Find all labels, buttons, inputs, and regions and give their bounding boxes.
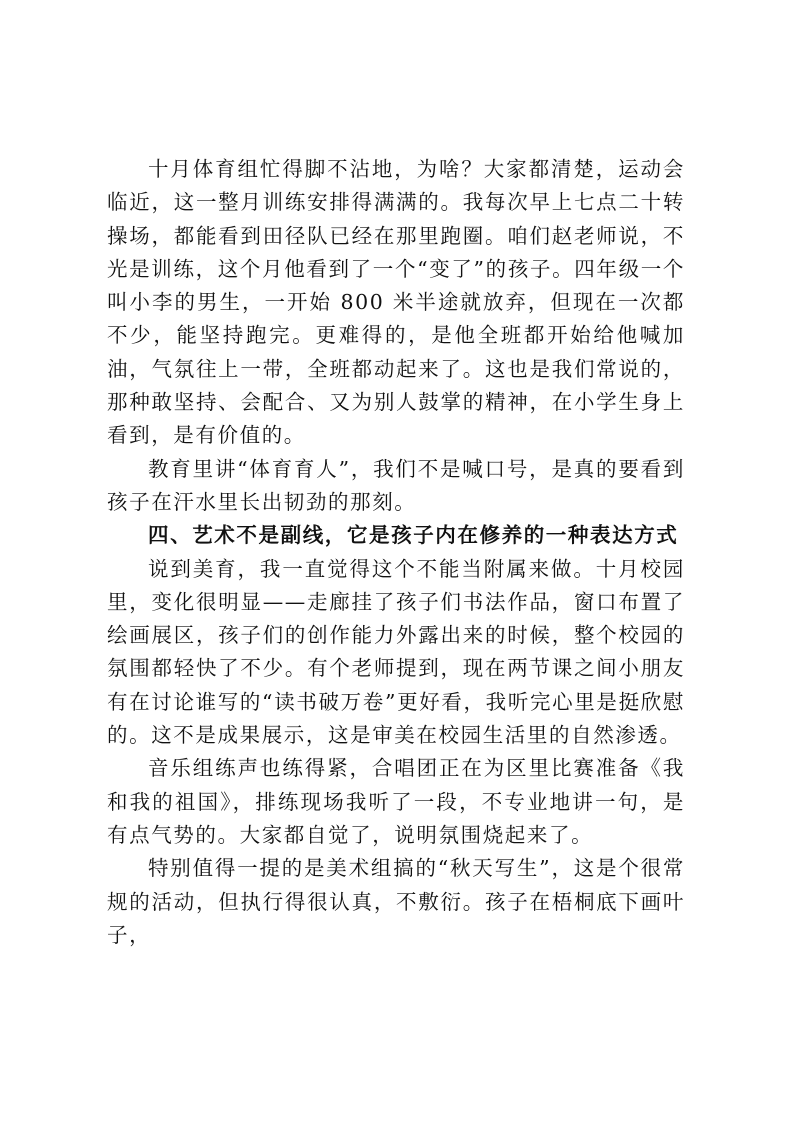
document-body [107,153,685,952]
paragraph-sports-education: 教育里讲“体育育人”，我们不是喊口号，是真的要看到孩子在汗水里长出韧劲的那刻。 [107,456,685,514]
paragraph-aesthetic-education: 说到美育，我一直觉得这个不能当附属来做。十月校园里，变化很明显——走廊挂了孩子们书法作品，窗口布置了绘画展区，孩子们的创作能力外露出来的时候，整个校园的氛围都轻快了不少。有个老师提到，现在两节课之间小朋友有在讨论谁写的“读书破万卷”更好看，我听完心里是挺欣慰的。这不是成果展示，这是审美在校园生活里的自然渗透。 [107,556,685,748]
paragraph-music-group: 音乐组练声也练得紧，合唱团正在为区里比赛准备《我和我的祖国》，排练现场我听了一段，不专业地讲一句，是有点气势的。大家都自觉了，说明氛围烧起来了。 [107,756,685,847]
paragraph-sports-month: 十月体育组忙得脚不沾地，为啥？大家都清楚，运动会临近，这一整月训练安排得满满的。我每次早上七点二十转操场，都能看到田径队已经在那里跑圈。咱们赵老师说，不光是训练，这个月他看到了一个“变了”的孩子。四年级一个叫小李的男生，一开始 800 米半途就放弃，但现在一次都不少，能坚持跑完。更难得的，是他全班都开始给他喊加油，气氛往上一带，全班都动起来了。这也是我们常说的，那种敢坚持、会配合、又为别人鼓掌的精神，在小学生身上看到，是有价值的。 [107,157,685,448]
section-heading-art: 四、艺术不是副线，它是孩子内在修养的一种表达方式 [148,523,679,548]
paragraph-art-sketching: 特别值得一提的是美术组搞的“秋天写生”，这是个很常规的活动，但执行得很认真，不敷衍。孩子在梧桐底下画叶子， [107,856,685,947]
